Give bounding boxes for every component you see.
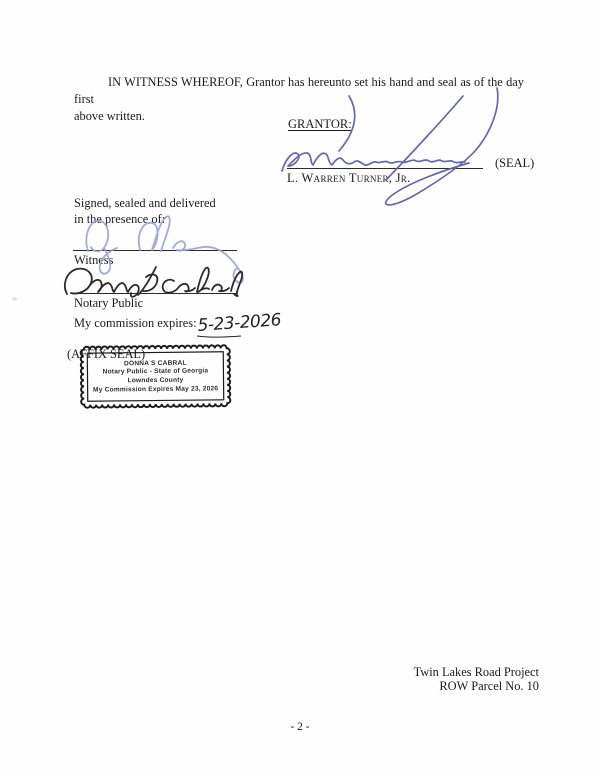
footer-project-name: Twin Lakes Road Project xyxy=(413,665,539,679)
commission-expires-label: My commission expires: xyxy=(74,316,197,330)
witness-label: Witness xyxy=(74,253,114,267)
scan-artifact-dot xyxy=(12,297,17,301)
notary-signature-line xyxy=(73,293,237,294)
footer-parcel: ROW Parcel No. 10 xyxy=(439,678,539,693)
footer-project-block xyxy=(414,666,539,693)
witness-clause-line1: IN WITNESS WHEREOF, Grantor has hereunto set his hand and seal as of the day first xyxy=(74,75,524,106)
notary-stamp xyxy=(84,348,228,404)
attestation-clause xyxy=(74,196,216,227)
witness-clause-line2: above written. xyxy=(74,109,145,123)
stamp-line: My Commission Expires May 23, 2026 xyxy=(93,384,219,394)
seal-label: (SEAL) xyxy=(495,156,535,170)
attestation-line1: Signed, sealed and delivered xyxy=(74,196,216,210)
grantor-printed-name: L. Warren Turner, Jr. xyxy=(287,171,411,185)
notary-label: Notary Public xyxy=(74,296,144,310)
stamp-line: DONNA S CABRAL xyxy=(123,359,187,368)
attestation-line2: in the presence of: xyxy=(74,211,166,226)
notary-stamp-text xyxy=(89,354,222,399)
stamp-line: Notary Public - State of Georgia xyxy=(102,367,209,376)
commission-expiry-value: 5-23-2026 xyxy=(196,310,282,336)
witness-signature-line xyxy=(73,250,237,251)
page-number: - 2 - xyxy=(290,721,310,733)
grantor-signature-line xyxy=(287,168,483,169)
affix-seal-label: (AFFIX SEAL) xyxy=(67,347,146,361)
commission-expiry-underline xyxy=(197,336,241,337)
commission-expiry-handwriting xyxy=(197,310,282,337)
stamp-line: Lowndes County xyxy=(127,376,184,385)
grantor-heading: GRANTOR: xyxy=(288,117,352,131)
